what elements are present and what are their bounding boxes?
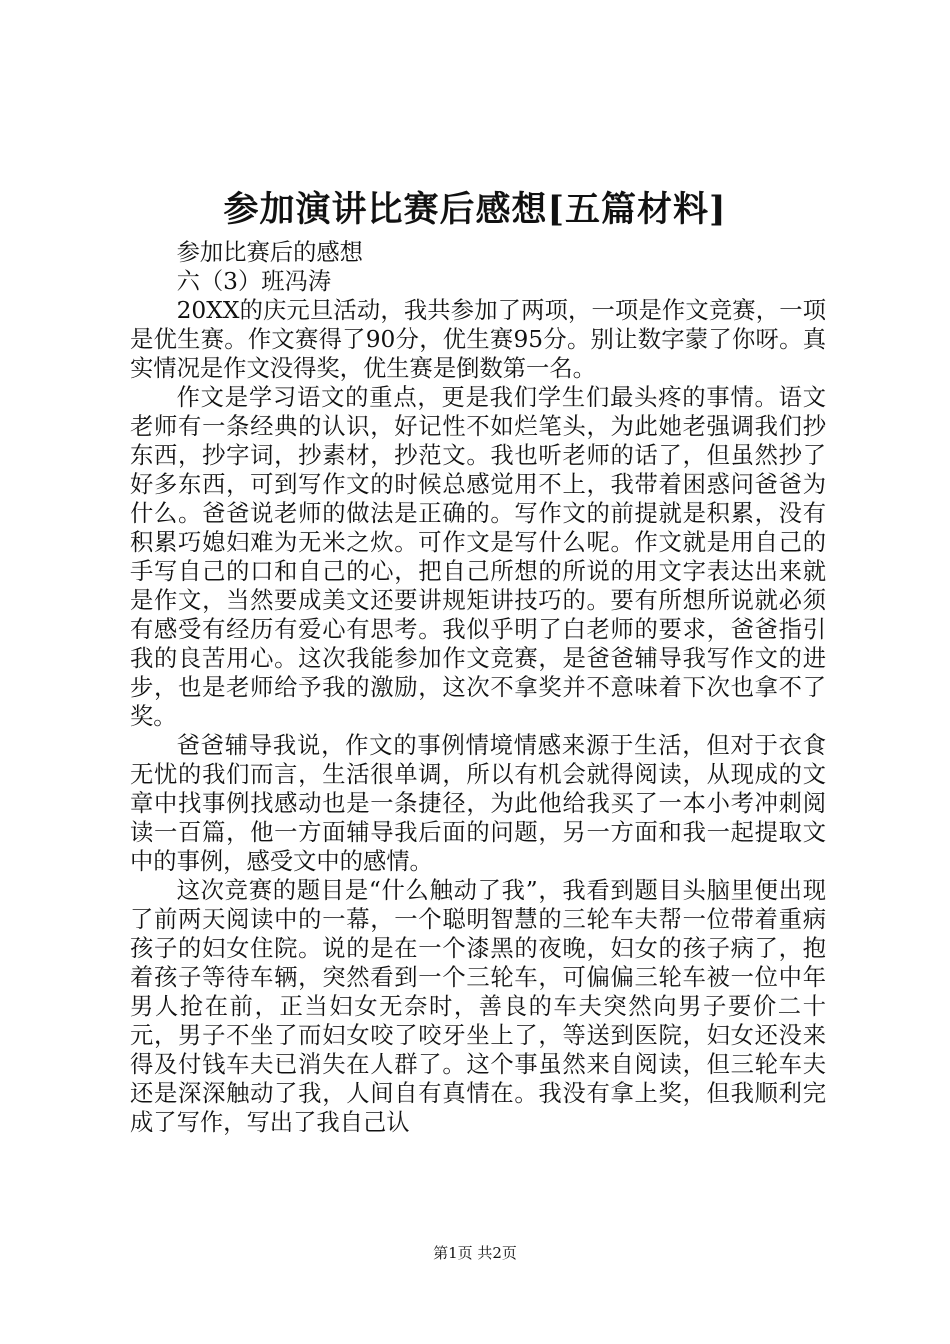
document-body — [130, 238, 826, 1137]
paragraph-author: 六（3）班冯涛 — [176, 268, 332, 295]
paragraph-competition-topic: 这次竞赛的题目是“什么触动了我”，我看到题目头脑里便出现了前两天阅读中的一幕，一个聪明智慧的三轮车夫帮一位带着重病孩子的妇女住院。说的是在一个漆黑的夜晚，妇女的孩子病了，抱着孩子等待车辆，突然看到一个三轮车，可偏偏三轮车被一位中年男人抢在前，正当妇女无奈时，善良的车夫突然向男子要价二十元，男子不坐了而妇女咬了咬牙坐上了，等送到医院，妇女还没来得及付钱车夫已消失在人群了。这个事虽然来自阅读，但三轮车夫还是深深触动了我，人间自有真情在。我没有拿上奖，但我顺利完成了写作，写出了我自己认 — [130, 877, 826, 1136]
page-number-footer: 第1页 共2页 — [433, 1244, 517, 1262]
document-title: 参加演讲比赛后感想[五篇材料] — [223, 189, 727, 230]
paragraph-intro: 20XX的庆元旦活动，我共参加了两项，一项是作文竞赛，一项是优生赛。作文赛得了90分，优生赛95分。别让数字蒙了你呀。真实情况是作文没得奖，优生赛是倒数第一名。 — [130, 297, 826, 382]
paragraph-composition: 作文是学习语文的重点，更是我们学生们最头疼的事情。语文老师有一条经典的认识，好记性不如烂笔头，为此她老强调我们抄东西，抄字词，抄素材，抄范文。我也听老师的话了，但虽然抄了好多东西，可到写作文的时候总感觉用不上，我带着困惑问爸爸为什么。爸爸说老师的做法是正确的。写作文的前提就是积累，没有积累巧媳妇难为无米之炊。可作文是写什么呢。作文就是用自己的手写自己的口和自己的心，把自己所想的所说的用文字表达出来就是作文，当然要成美文还要讲规矩讲技巧的。要有所想所说就必须有感受有经历有爱心有思考。我似乎明了白老师的要求，爸爸指引我的良苦用心。这次我能参加作文竞赛，是爸爸辅导我写作文的进步，也是老师给予我的激励，这次不拿奖并不意味着下次也拿不了奖。 — [130, 384, 826, 730]
paragraph-subtitle: 参加比赛后的感想 — [176, 239, 363, 266]
paragraph-father-guidance: 爸爸辅导我说，作文的事例情境情感来源于生活，但对于衣食无忧的我们而言，生活很单调，所以有机会就得阅读，从现成的文章中找事例找感动也是一条捷径，为此他给我买了一本小考冲刺阅读一百篇，他一方面辅导我后面的问题，另一方面和我一起提取文中的事例，感受文中的感情。 — [130, 732, 826, 875]
